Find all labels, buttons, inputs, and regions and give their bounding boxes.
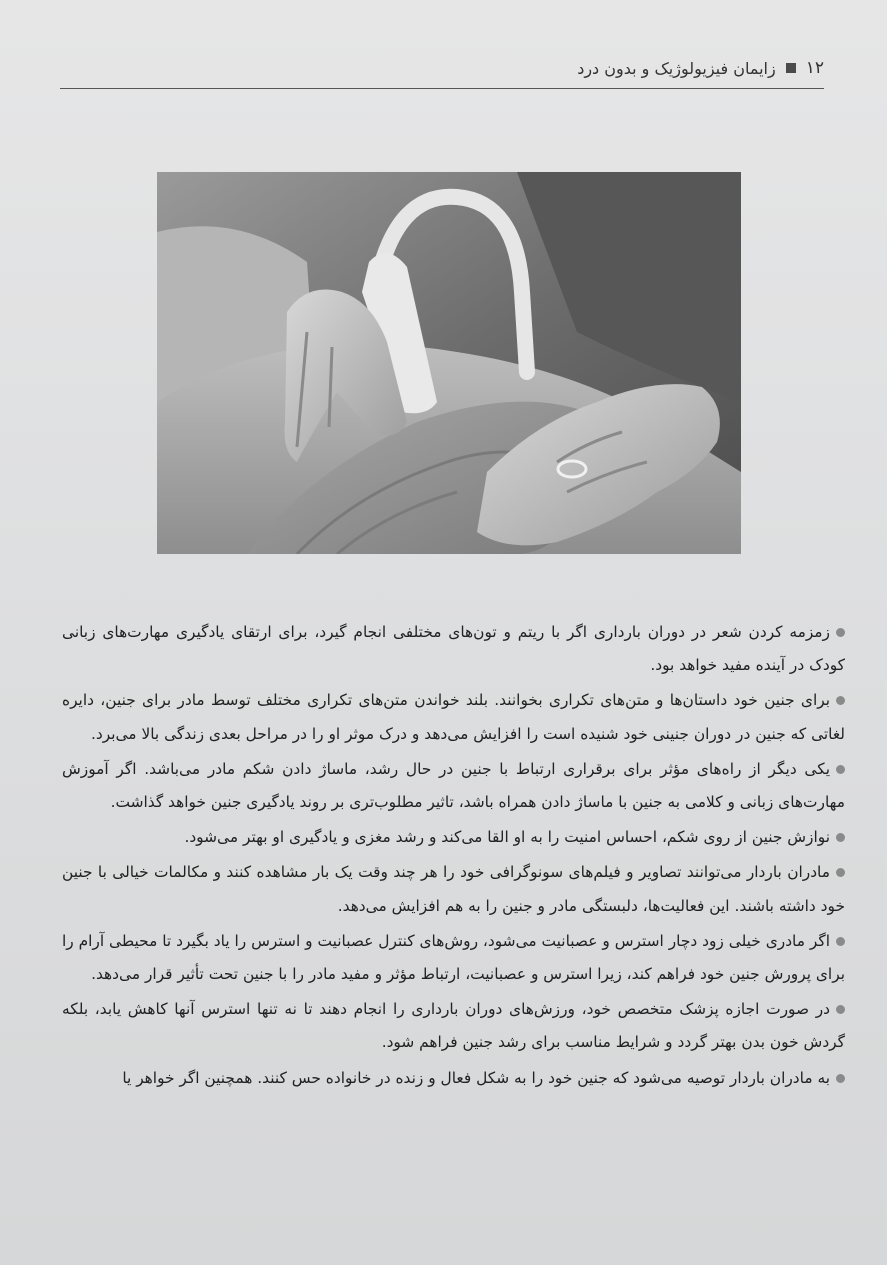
body-text [62, 616, 845, 1097]
paragraph-1 [62, 616, 845, 682]
header-row [577, 58, 824, 78]
paragraph-text: مادران باردار می‌توانند تصاویر و فیلم‌های سونوگرافی خود را هر چند وقت یک بار مشاهده کنند و مکالمات خیالی با جنین خود داشته باشند. این فعالیت‌ها، دلبستگی مادر و جنین را به هم افزایش می‌دهد. [62, 863, 845, 915]
bullet-icon [836, 868, 845, 877]
paragraph-3 [62, 753, 845, 819]
ultrasound-photo [157, 172, 741, 554]
paragraph-text: اگر مادری خیلی زود دچار استرس و عصبانیت می‌شود، روش‌های کنترل عصبانیت و استرس را یاد بگیرد تا محیطی آرام را برای پرورش جنین خود فراهم کند، زیرا استرس و عصبانیت، ارتباط مؤثر و مفید مادر را با جنین تحت تأثیر قرار می‌دهد. [62, 931, 845, 984]
paragraph-text: به مادران باردار توصیه می‌شود که جنین خود را به شکل فعال و زنده در خانواده حس کنند. همچنین اگر خواهر یا [122, 1068, 830, 1087]
bullet-icon [836, 833, 845, 842]
paragraph-5 [62, 856, 845, 922]
paragraph-text: نوازش جنین از روی شکم، احساس امنیت را به او القا می‌کند و رشد مغزی و یادگیری او بهتر می‌شود. [184, 828, 830, 847]
paragraph-7 [62, 993, 845, 1059]
paragraph-text: زمزمه کردن شعر در دوران بارداری اگر با ریتم و تون‌های مختلفی انجام گیرد، برای ارتقای یادگیری مهارت‌های زبانی کودک در آینده مفید خواهد بود. [62, 623, 845, 675]
paragraph-text: برای جنین خود داستان‌ها و متن‌های تکراری بخوانند. بلند خواندن متن‌های تکراری مختلف توسط مادر برای جنین، دایره لغاتی که جنین در دوران جنینی خود شنیده است را افزایش می‌دهد و درک موثر او را در مراحل بعدی زندگی بالا می‌برد. [62, 691, 845, 743]
paragraph-8 [62, 1062, 845, 1095]
paragraph-6 [62, 925, 845, 991]
bullet-icon [836, 696, 845, 705]
running-title: زایمان فیزیولوژیک و بدون درد [577, 58, 776, 78]
paragraph-4 [62, 821, 845, 854]
bullet-icon [836, 937, 845, 946]
page-number: ۱۲ [805, 58, 824, 78]
square-bullet-icon [786, 63, 796, 73]
page-header [60, 52, 824, 89]
bullet-icon [836, 628, 845, 637]
paragraph-2 [62, 684, 845, 750]
ultrasound-photo-icon [157, 172, 741, 554]
paragraph-text: در صورت اجازه پزشک متخصص خود، ورزش‌های دوران بارداری را انجام دهند تا نه تنها استرس آنها کاهش یابد، بلکه گردش خون بدن بهتر گردد و شرایط مناسب برای رشد جنین فراهم شود. [62, 1000, 845, 1052]
paragraph-text: یکی دیگر از راه‌های مؤثر برای برقراری ارتباط با جنین در حال رشد، ماساژ دادن شکم مادر می‌باشد. اگر آموزش مهارت‌های زبانی و کلامی به جنین با ماساژ دادن همراه باشد، تاثیر مطلوب‌تری بر روند یادگیری جنین خواهد گذاشت. [62, 759, 845, 812]
bullet-icon [836, 1074, 845, 1083]
bullet-icon [836, 1005, 845, 1014]
bullet-icon [836, 765, 845, 774]
